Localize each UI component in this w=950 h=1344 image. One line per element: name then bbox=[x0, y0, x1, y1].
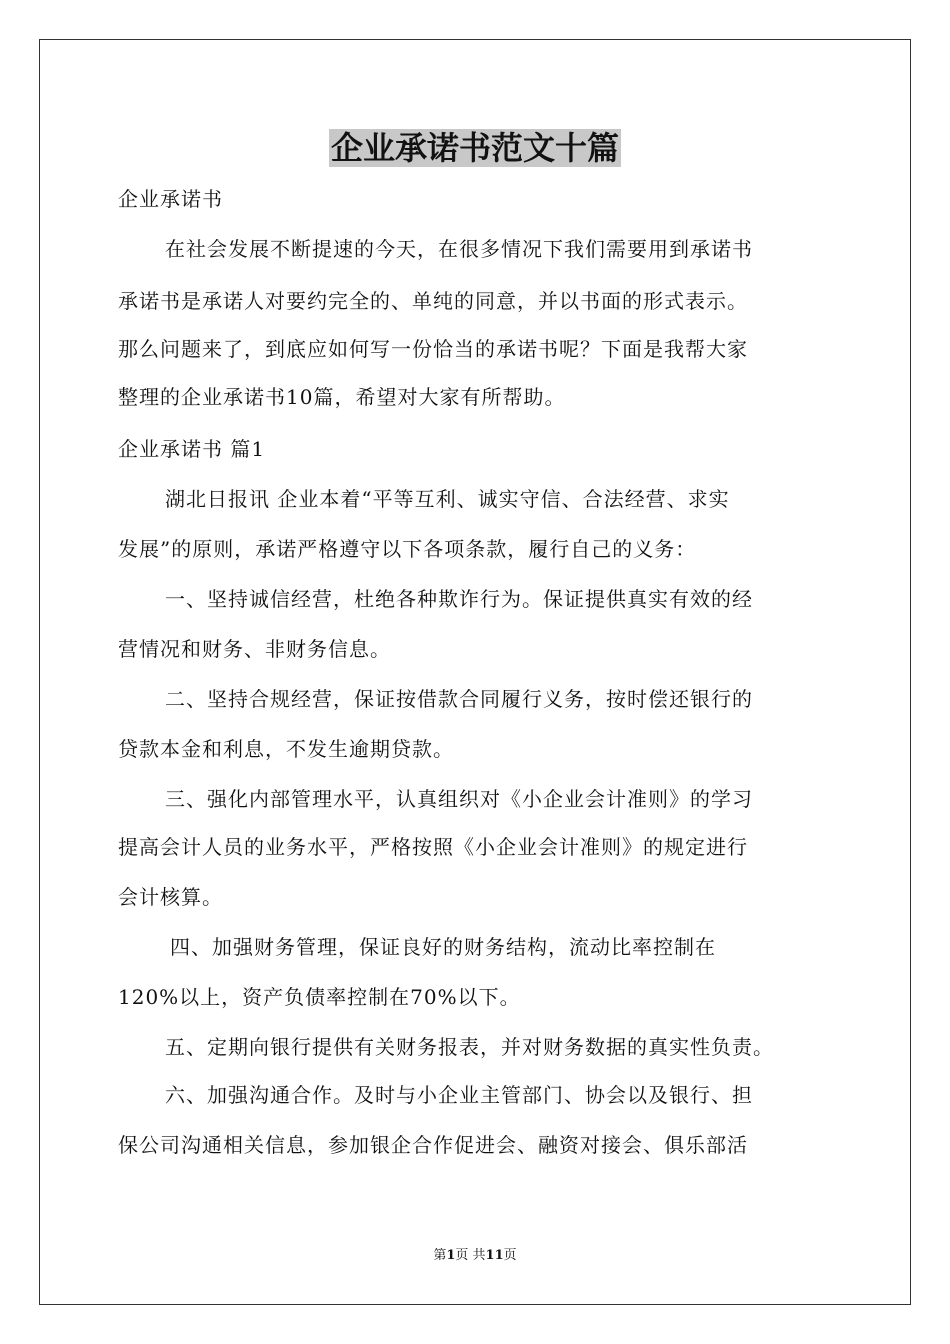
paragraph-line: 二、坚持合规经营，保证按借款合同履行义务，按时偿还银行的 bbox=[165, 687, 753, 711]
paragraph-line: 营情况和财务、非财务信息。 bbox=[118, 637, 391, 661]
current-page-number: 1 bbox=[446, 1248, 456, 1263]
paragraph-line: 五、定期向银行提供有关财务报表，并对财务数据的真实性负责。 bbox=[165, 1035, 774, 1059]
paragraph-line: 承诺书是承诺人对要约完全的、单纯的同意，并以书面的形式表示。 bbox=[118, 289, 748, 313]
paragraph-line: 那么问题来了，到底应如何写一份恰当的承诺书呢？下面是我帮大家 bbox=[118, 337, 748, 361]
paragraph-line: 会计核算。 bbox=[118, 885, 223, 909]
page-border bbox=[39, 39, 911, 1305]
section-heading: 企业承诺书 篇1 bbox=[118, 437, 266, 461]
paragraph-line: 整理的企业承诺书10篇，希望对大家有所帮助。 bbox=[118, 385, 566, 409]
paragraph-line: 保公司沟通相关信息，参加银企合作促进会、融资对接会、俱乐部活 bbox=[118, 1133, 748, 1157]
page-footer bbox=[0, 1247, 950, 1265]
paragraph-line: 六、加强沟通合作。及时与小企业主管部门、协会以及银行、担 bbox=[165, 1083, 753, 1107]
paragraph-line: 四、加强财务管理，保证良好的财务结构，流动比率控制在 bbox=[170, 935, 716, 959]
paragraph-line: 提高会计人员的业务水平，严格按照《小企业会计准则》的规定进行 bbox=[118, 835, 748, 859]
paragraph-line: 发展”的原则，承诺严格遵守以下各项条款，履行自己的义务： bbox=[118, 537, 697, 561]
paragraph-line: 120%以上，资产负债率控制在70%以下。 bbox=[118, 985, 521, 1009]
paragraph-line: 一、坚持诚信经营，杜绝各种欺诈行为。保证提供真实有效的经 bbox=[165, 587, 753, 611]
footer-mid: 页 共 bbox=[455, 1248, 486, 1263]
total-pages-number: 11 bbox=[485, 1248, 504, 1263]
paragraph-line: 在社会发展不断提速的今天，在很多情况下我们需要用到承诺书 bbox=[165, 237, 753, 261]
footer-prefix: 第 bbox=[433, 1248, 447, 1263]
paragraph-line: 三、强化内部管理水平，认真组织对《小企业会计准则》的学习 bbox=[165, 787, 753, 811]
document-title: 企业承诺书范文十篇 bbox=[330, 129, 619, 167]
paragraph-line: 湖北日报讯 企业本着“平等互利、诚实守信、合法经营、求实 bbox=[165, 487, 730, 511]
paragraph-line: 贷款本金和利息，不发生逾期贷款。 bbox=[118, 737, 454, 761]
section-heading: 企业承诺书 bbox=[118, 187, 223, 211]
footer-suffix: 页 bbox=[503, 1248, 517, 1263]
